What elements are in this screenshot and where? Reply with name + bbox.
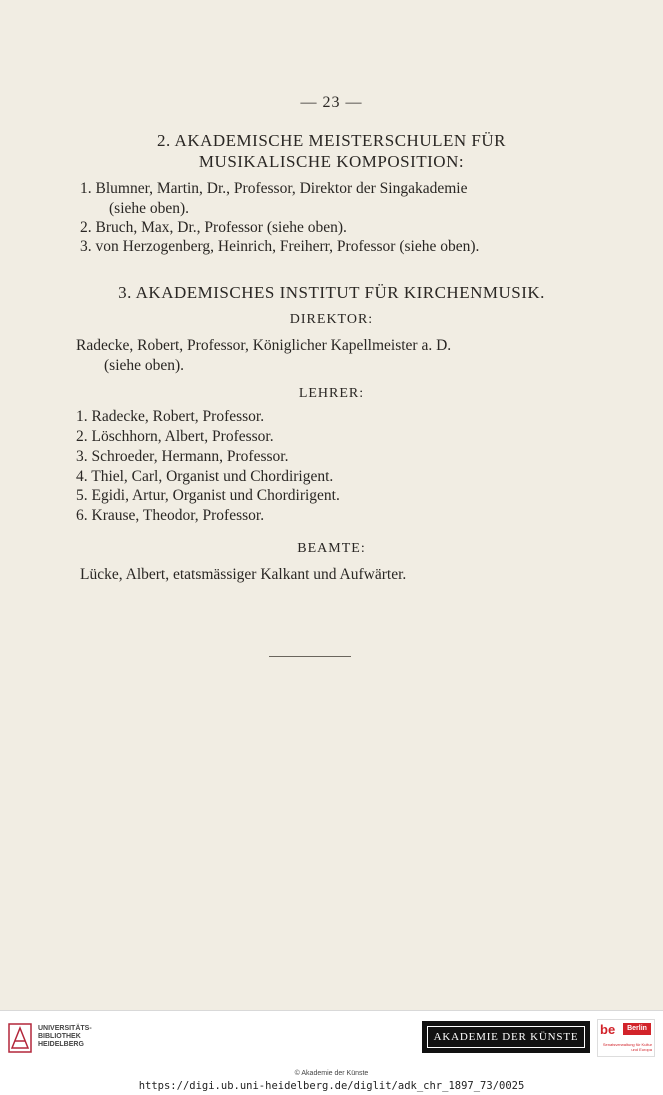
copyright-text: © Akademie der Künste	[294, 1070, 369, 1077]
direktor-line2: (siehe oben).	[104, 357, 185, 374]
berlin-be-text: be	[600, 1022, 616, 1037]
lehrer-label: LEHRER:	[298, 386, 365, 401]
section2-item-2: 2. Bruch, Max, Dr., Professor (siehe oben).	[80, 219, 347, 236]
berlin-sub-text: Senatsverwaltung für Kultur und Europa	[602, 1042, 652, 1052]
closing-rule	[269, 656, 351, 657]
akademie-der-kuenste-logo[interactable]	[422, 1021, 590, 1053]
lehrer-item: 6. Krause, Theodor, Professor.	[76, 507, 265, 524]
ub-logo-text: UNIVERSITÄTS- BIBLIOTHEK HEIDELBERG	[38, 1025, 92, 1048]
ub-seal-icon	[8, 1023, 32, 1053]
lehrer-item: 4. Thiel, Carl, Organist und Chordirigent.	[76, 468, 334, 485]
lehrer-item: 2. Löschhorn, Albert, Professor.	[76, 428, 274, 445]
permalink-url[interactable]: https://digi.ub.uni-heidelberg.de/diglit/adk_chr_1897_73/0025	[138, 1080, 525, 1092]
direktor-label: DIREKTOR:	[289, 312, 374, 327]
page-number: — 23 —	[300, 94, 363, 111]
direktor-line1: Radecke, Robert, Professor, Königlicher Kapellmeister a. D.	[76, 337, 452, 354]
berlin-tag: Berlin	[623, 1023, 651, 1035]
beamte-line: Lücke, Albert, etatsmässiger Kalkant und Aufwärter.	[80, 566, 407, 583]
adk-logo-text: AKADEMIE DER KÜNSTE	[427, 1026, 585, 1048]
viewer-footer	[0, 1010, 663, 1095]
beamte-label: BEAMTE:	[297, 541, 366, 556]
section2-item-1-cont: (siehe oben).	[109, 200, 190, 217]
lehrer-item: 1. Radecke, Robert, Professor.	[76, 408, 265, 425]
section3-title: 3. AKADEMISCHES INSTITUT FÜR KIRCHENMUSIK.	[118, 283, 545, 302]
ub-heidelberg-logo[interactable]	[8, 1021, 103, 1061]
section2-title-line1: 2. AKADEMISCHE MEISTERSCHULEN FÜR	[157, 131, 506, 150]
berlin-senate-logo[interactable]	[597, 1019, 655, 1057]
lehrer-item: 3. Schroeder, Hermann, Professor.	[76, 448, 289, 465]
section2-item-1: 1. Blumner, Martin, Dr., Professor, Direktor der Singakademie	[80, 180, 468, 197]
lehrer-item: 5. Egidi, Artur, Organist und Chordirigent.	[76, 487, 340, 504]
section2-item-3: 3. von Herzogenberg, Heinrich, Freiherr, Professor (siehe oben).	[80, 238, 480, 255]
section2-title-line2: MUSIKALISCHE KOMPOSITION:	[198, 152, 465, 171]
